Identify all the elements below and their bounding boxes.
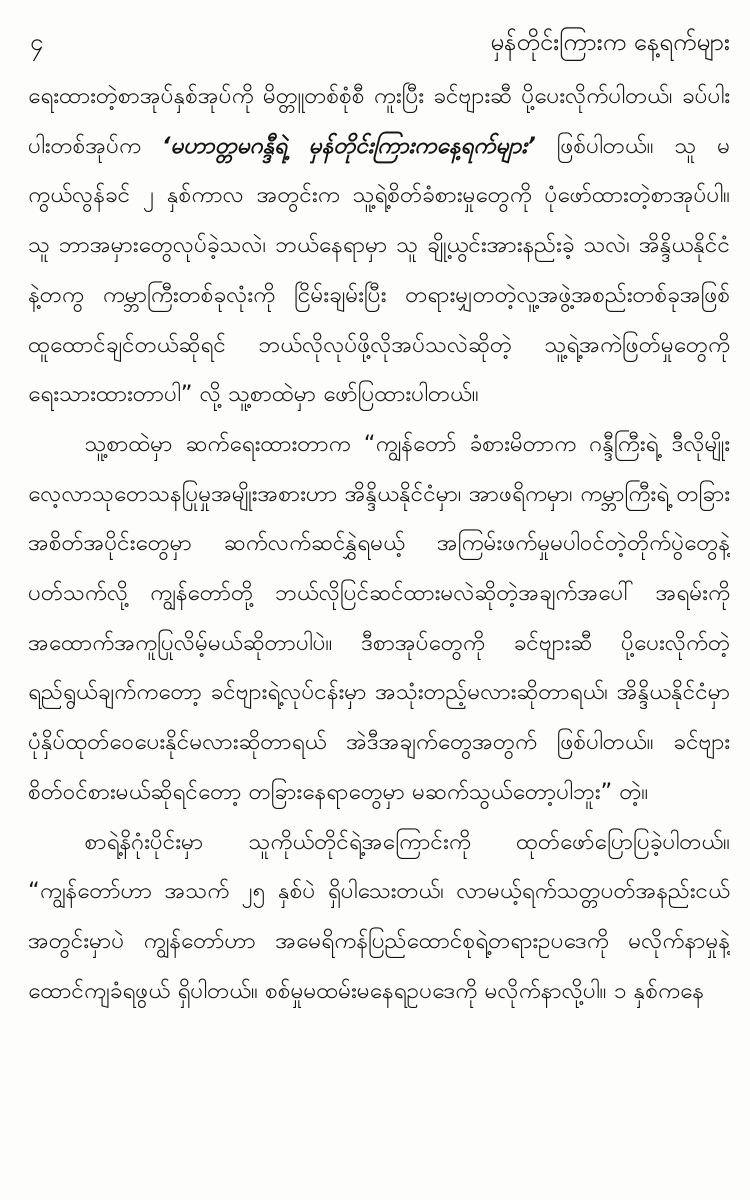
- book-title: ‘မဟာတ္တမဂန္ဒီရဲ့ မှန်တိုင်းကြားကနေ့ရက်များ’: [161, 132, 536, 159]
- body-text: [28, 72, 730, 1016]
- paragraph-1-after: ဖြစ်ပါတယ်။ သူ မကွယ်လွန်ခင် ၂ နှစ်ကာလ အတွင်းက သူ့ရဲ့စိတ်ခံစားမှုတွေကို ပုံဖော်ထားတဲ့စာအုပ်ပါ။ သူ ဘာအမှားတွေလုပ်ခဲ့သလဲ၊ ဘယ်နေရာမှာ သူ ချို့ယွင်းအားနည်းခဲ့ သလဲ၊ အိန္ဒိယနိုင်ငံနဲ့တကွ ကမ္ဘာကြီးတစ်ခုလုံးကို ငြိမ်းချမ်းပြီး တရားမျှတတဲ့လူ့အဖွဲ့အစည်းတစ်ခုအဖြစ် ထူထောင်ချင်တယ်ဆိုရင် ဘယ်လိုလုပ်ဖို့လိုအပ်သလဲဆိုတဲ့ သူ့ရဲ့အကဲဖြတ်မှုတွေကို ရေးသားထားတာပါ” လို့ သူ့စာထဲမှာ ဖော်ပြထားပါတယ်။: [28, 132, 730, 408]
- page-header: [30, 22, 730, 62]
- paragraph-3: စာရဲ့နိဂုံးပိုင်းမှာ သူကိုယ်တိုင်ရဲ့အကြောင်းကို ထုတ်ဖော်ပြောပြခဲ့ပါတယ်။ “ကျွန်တော်ဟာ အသက် ၂၅ နှစ်ပဲ ရှိပါသေးတယ်၊ လာမယ့်ရက်သတ္တပတ်အနည်းငယ်အတွင်းမှာပဲ ကျွန်တော်ဟာ အမေရိကန်ပြည်ထောင်စုရဲ့တရားဥပဒေကို မလိုက်နာမှုနဲ့ ထောင်ကျခံရဖွယ် ရှိပါတယ်။ စစ်မှုမထမ်းမနေရဥပဒေကို မလိုက်နာလို့ပါ။ ၁ နှစ်ကနေ: [28, 828, 730, 1004]
- page-number: ၄: [30, 28, 44, 56]
- paragraph-1-before: ရေးထားတဲ့စာအုပ်နှစ်အုပ်ကို မိတ္တူတစ်စုံစီ ကူးပြီး ခင်ဗျားဆီ ပို့ပေးလိုက်ပါတယ်၊ ခပ်ပါးပါးတစ်အုပ်က: [28, 83, 730, 159]
- paragraph-2: သူ့စာထဲမှာ ဆက်ရေးထားတာက “ကျွန်တော် ခံစားမိတာက ဂန္ဒီကြီးရဲ့ ဒီလိုမျိုး လေ့လာသုတေသနပြုမှုအမျိုးအစားဟာ အိန္ဒိယနိုင်ငံမှာ၊ အာဖရိကမှာ၊ ကမ္ဘာကြီးရဲ့ တခြားအစိတ်အပိုင်းတွေမှာ ဆက်လက်ဆင်နွှဲရမယ့် အကြမ်းဖက်မှုမပါဝင်တဲ့တိုက်ပွဲတွေနဲ့ပတ်သက်လို့ ကျွန်တော်တို့ ဘယ်လိုပြင်ဆင်ထားမလဲဆိုတဲ့အချက်အပေါ် အရမ်းကို အထောက်အကူပြုလိမ့်မယ်ဆိုတာပါပဲ။ ဒီစာအုပ်တွေကို ခင်ဗျားဆီ ပို့ပေးလိုက်တဲ့ရည်ရွယ်ချက်ကတော့ ခင်ဗျားရဲ့လုပ်ငန်းမှာ အသုံးတည့်မလားဆိုတာရယ်၊ အိန္ဒိယနိုင်ငံမှာ ပုံနှိပ်ထုတ်ဝေပေးနိုင်မလားဆိုတာရယ် အဲဒီအချက်တွေအတွက် ဖြစ်ပါတယ်။ ခင်ဗျား စိတ်ဝင်စားမယ်ဆိုရင်တော့ တခြားနေရာတွေမှာ မဆက်သွယ်တော့ပါဘူး” တဲ့။: [28, 430, 730, 805]
- paragraph-1: [28, 72, 730, 420]
- running-title: မှန်တိုင်းကြားက နေ့ရက်များ: [490, 28, 730, 56]
